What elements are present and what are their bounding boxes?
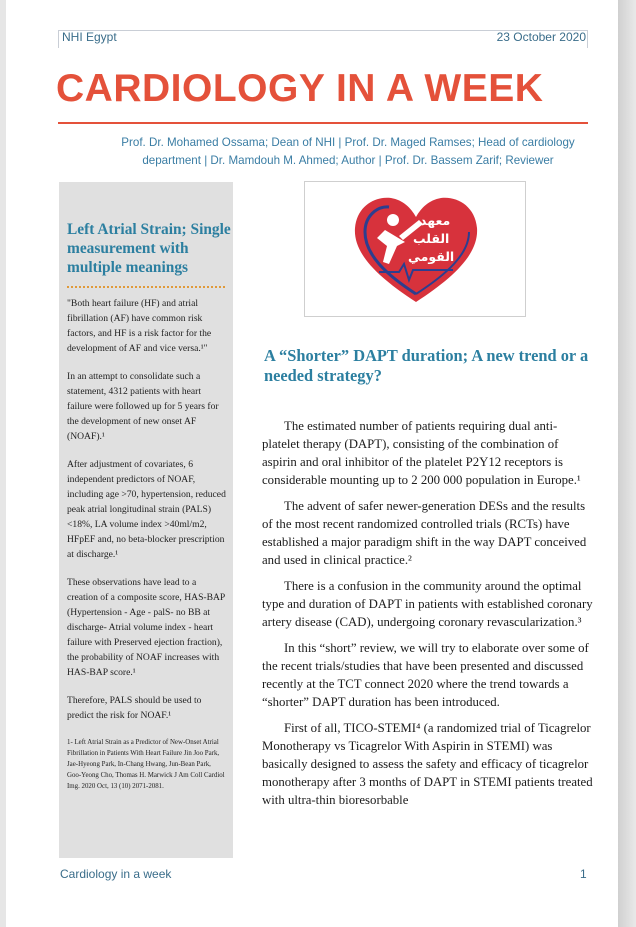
page-edge-left (0, 0, 6, 927)
main-paragraph: In this “short” review, we will try to elaborate over some of the recent trials/studies that have been presented and discussed recently at the TCT connect 2020 where the trend towards a “shorter” DAPT duration has been introduced. (262, 641, 589, 709)
header-date: 23 October 2020 (496, 30, 586, 44)
sidebar-paragraph: In an attempt to consolidate such a statement, 4312 patients with heart failure were followed up for 5 years for the development of new onset AF (NOAF).¹ (67, 371, 219, 442)
main-article-title: A “Shorter” DAPT duration; A new trend or a needed strategy? (264, 346, 589, 385)
main-paragraph: The estimated number of patients requiring dual anti-platelet therapy (DAPT), consisting of the combination of aspirin and oral inhibitor of the platelet P2Y12 receptors is considerable mounting up to 2 200 000 population in Europe.¹ (262, 419, 581, 487)
sidebar-paragraph: "Both heart failure (HF) and atrial fibrillation (AF) have common risk factors, and HF is a risk factor for the development of AF and vice versa.¹" (67, 298, 212, 354)
main-paragraph: There is a confusion in the community around the optimal type and duration of DAPT in patients with established coronary artery disease (CAD), undergoing coronary revascularization.³ (262, 579, 593, 629)
main-paragraph: First of all, TICO-STEMI⁴ (a randomized trial of Ticagrelor Monotherapy vs Ticagrelor With Aspirin in STEMI) was basically designed to assess the safety and efficacy of ticagrelor monotherapy after 3 months of DAPT in STEMI patients treated with ultra-thin bioresorbable (262, 721, 593, 807)
logo-arabic-line3: القومي (408, 249, 455, 264)
page-number: 1 (580, 867, 587, 881)
sidebar-article (59, 182, 233, 858)
nhi-logo (304, 181, 526, 317)
footer-title: Cardiology in a week (60, 867, 172, 881)
logo-arabic-line2: القلب (413, 231, 450, 246)
sidebar-reference: 1- Left Atrial Strain as a Predictor of New-Onset Atrial Fibrillation in Patients With Heart Failure Jin Joo Park, Jae-Hyeong Park, In-Chang Hwang, Jun-Bean Park, Goo-Yeong Cho, Thomas H. Marwick J Am Coll Cardiol Img. 2020 Oct, 13 (10) 2071-2081. (67, 739, 225, 790)
title-rule (58, 122, 588, 124)
sidebar-divider (67, 286, 225, 288)
page-edge-right (618, 0, 636, 927)
sidebar-title: Left Atrial Strain; Single measurement with multiple meanings (67, 221, 231, 276)
newsletter-title: CARDIOLOGY IN A WEEK (56, 67, 544, 110)
main-paragraph: The advent of safer newer-generation DESs and the results of the most recent randomized controlled trials (RCTs) have established a major paradigm shift in the way DAPT conceived and used in clinical practice.² (262, 499, 587, 567)
sidebar-paragraph: Therefore, PALS should be used to predict the risk for NOAF.¹ (67, 695, 202, 721)
logo-arabic-line1: معهد (420, 213, 451, 228)
header-org: NHI Egypt (62, 30, 117, 44)
figure-head (387, 214, 399, 226)
sidebar-paragraph: After adjustment of covariates, 6 independent predictors of NOAF, including age >70, hypertension, reduced peak atrial longitudinal strain (PALS) <18%, LA volume index >40ml/m2, HFpEF and, no beta-blocker prescription at discharge.¹ (67, 459, 226, 560)
authors-line: Prof. Dr. Mohamed Ossama; Dean of NHI | Prof. Dr. Maged Ramses; Head of cardiology department | Dr. Mamdouh M. Ahmed; Author | Prof. Dr. Bassem Zarif; Reviewer (121, 136, 575, 167)
main-article-body (262, 417, 594, 809)
sidebar-paragraph: These observations have lead to a creation of a composite score, HAS-BAP (Hypertension - Age - palS- no BB at discharge- Atrial volume index - heart failure with Preserved ejection fraction), the probability of NOAF increases with HAS-BAP score.¹ (67, 577, 225, 678)
